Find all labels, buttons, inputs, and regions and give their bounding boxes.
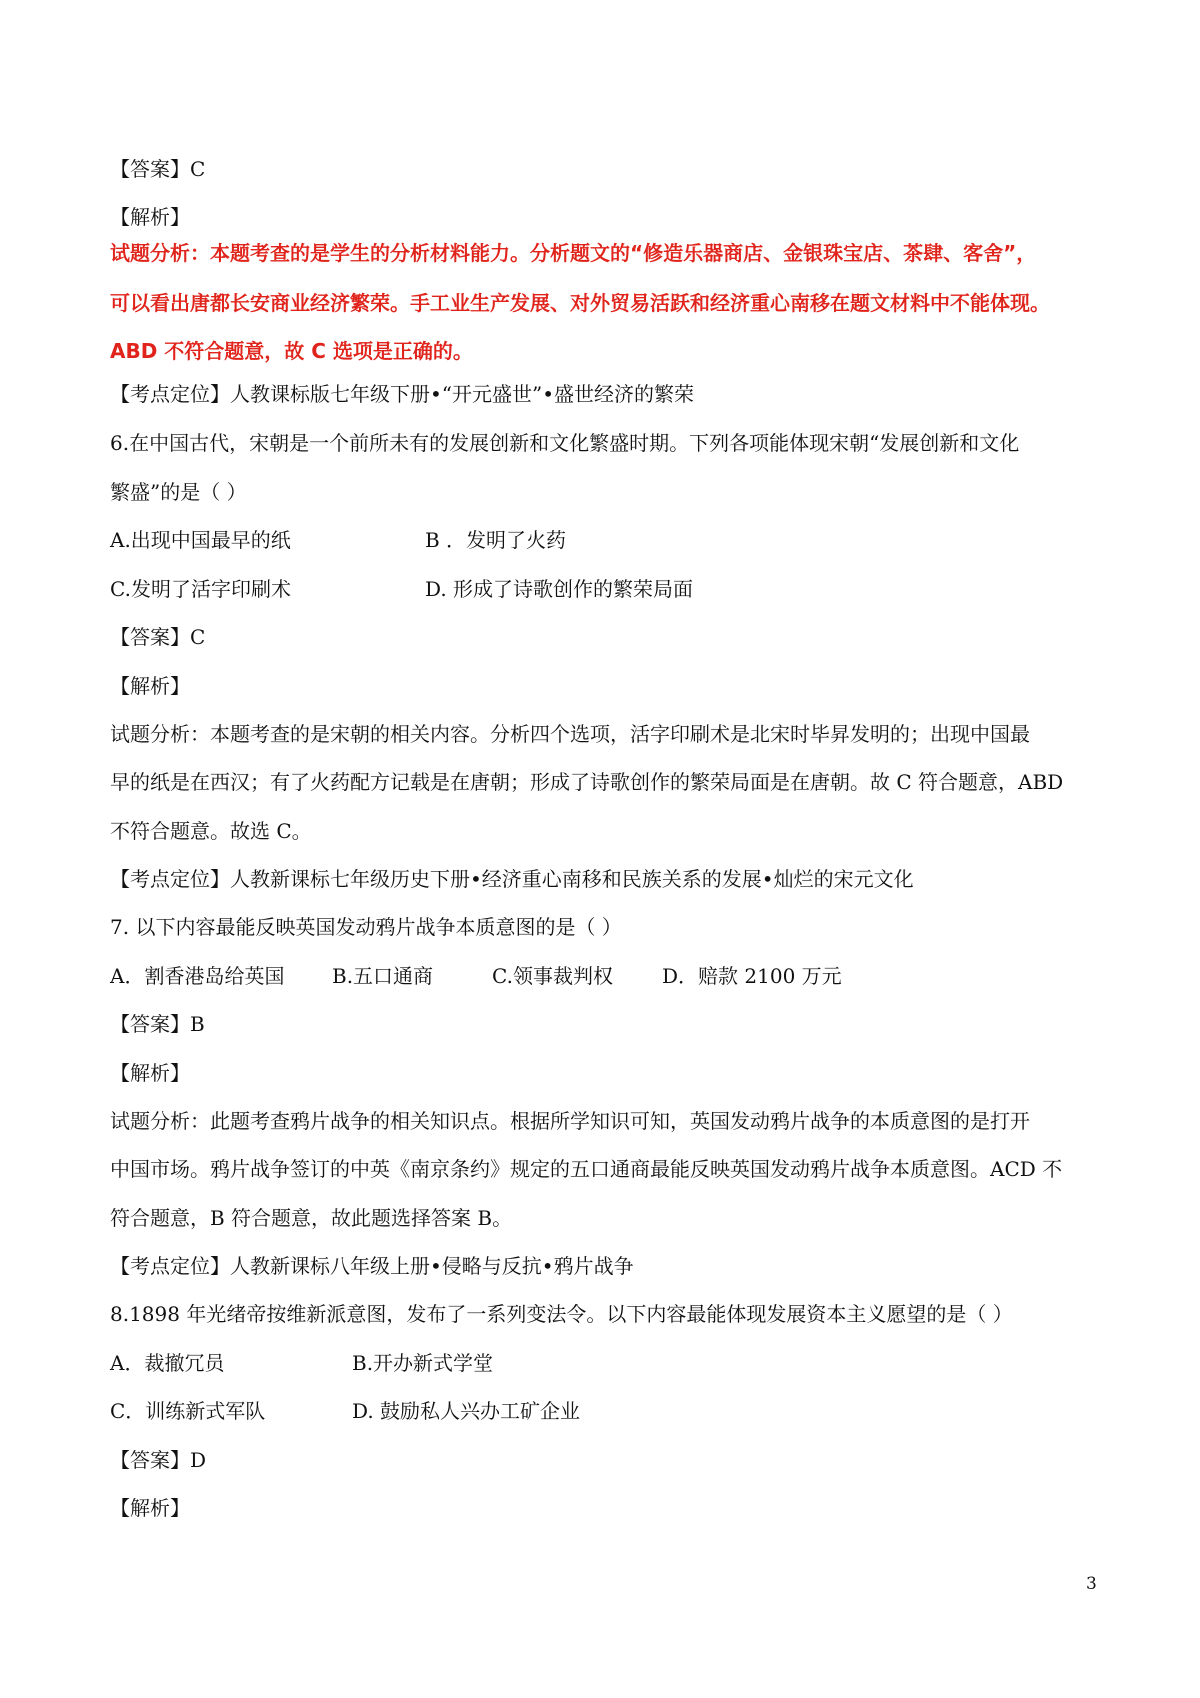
q6-stem-line-1: 6.在中国古代，宋朝是一个前所未有的发展创新和文化繁盛时期。下列各项能体现宋朝“发展创新和文化 [110, 431, 1020, 455]
q6-analysis-label: 【解析】 [110, 674, 190, 698]
q7-option-a: A．割香港岛给英国 [110, 964, 285, 988]
page-number: 3 [1086, 1574, 1097, 1594]
q8-answer: 【答案】D [110, 1448, 207, 1472]
q5-kaodian: 【考点定位】人教课标版七年级下册•“开元盛世”•盛世经济的繁荣 [110, 382, 695, 406]
q7-option-b: B.五口通商 [332, 964, 434, 988]
q6-option-d: D. 形成了诗歌创作的繁荣局面 [425, 577, 694, 601]
q7-analysis-label: 【解析】 [110, 1061, 190, 1085]
q7-stem: 7. 以下内容最能反映英国发动鸦片战争本质意图的是（ ） [110, 915, 622, 939]
q8-stem: 8.1898 年光绪帝按维新派意图，发布了一系列变法令。以下内容最能体现发展资本主义愿望的是（ ） [110, 1302, 1013, 1326]
q7-analysis-line-3: 符合题意，B 符合题意，故此题选择答案 B。 [110, 1206, 513, 1230]
q6-option-b: B ．发明了火药 [425, 528, 567, 552]
q7-analysis-line-2: 中国市场。鸦片战争签订的中英《南京条约》规定的五口通商最能反映英国发动鸦片战争本质意图。ACD 不 [110, 1157, 1063, 1181]
q6-stem-line-2: 繁盛”的是（ ） [110, 480, 247, 504]
q8-option-d: D. 鼓励私人兴办工矿企业 [352, 1399, 581, 1423]
q6-analysis-line-1: 试题分析：本题考查的是宋朝的相关内容。分析四个选项，活字印刷术是北宋时毕昇发明的；出现中国最 [110, 722, 1030, 746]
q8-option-a: A．裁撤冗员 [110, 1351, 225, 1375]
q5-analysis-line-1: 试题分析：本题考查的是学生的分析材料能力。分析题文的“修造乐器商店、金银珠宝店、茶肆、客舍”， [110, 241, 1037, 265]
q7-option-c: C.领事裁判权 [492, 964, 613, 988]
q6-analysis-line-3: 不符合题意。故选 C。 [110, 819, 312, 843]
q6-analysis-line-2: 早的纸是在西汉；有了火药配方记载是在唐朝；形成了诗歌创作的繁荣局面是在唐朝。故 C 符合题意，ABD [110, 770, 1064, 794]
q8-option-c: C．训练新式军队 [110, 1399, 266, 1423]
q6-option-c: C.发明了活字印刷术 [110, 577, 291, 601]
q8-analysis-label: 【解析】 [110, 1496, 190, 1520]
q7-analysis-line-1: 试题分析：此题考查鸦片战争的相关知识点。根据所学知识可知，英国发动鸦片战争的本质意图的是打开 [110, 1109, 1030, 1133]
q8-option-b: B.开办新式学堂 [352, 1351, 494, 1375]
q5-analysis-label: 【解析】 [110, 205, 190, 229]
q7-answer: 【答案】B [110, 1012, 205, 1036]
q6-answer: 【答案】C [110, 625, 206, 649]
q6-kaodian: 【考点定位】人教新课标七年级历史下册•经济重心南移和民族关系的发展•灿烂的宋元文化 [110, 867, 914, 891]
q7-kaodian: 【考点定位】人教新课标八年级上册•侵略与反抗•鸦片战争 [110, 1254, 634, 1278]
q5-analysis-line-3: ABD 不符合题意，故 C 选项是正确的。 [110, 339, 473, 363]
q5-answer: 【答案】C [110, 157, 206, 181]
q5-analysis-line-2: 可以看出唐都长安商业经济繁荣。手工业生产发展、对外贸易活跃和经济重心南移在题文材料中不能体现。 [110, 291, 1050, 315]
q7-option-d: D．赔款 2100 万元 [662, 964, 842, 988]
q6-option-a: A.出现中国最早的纸 [110, 528, 291, 552]
